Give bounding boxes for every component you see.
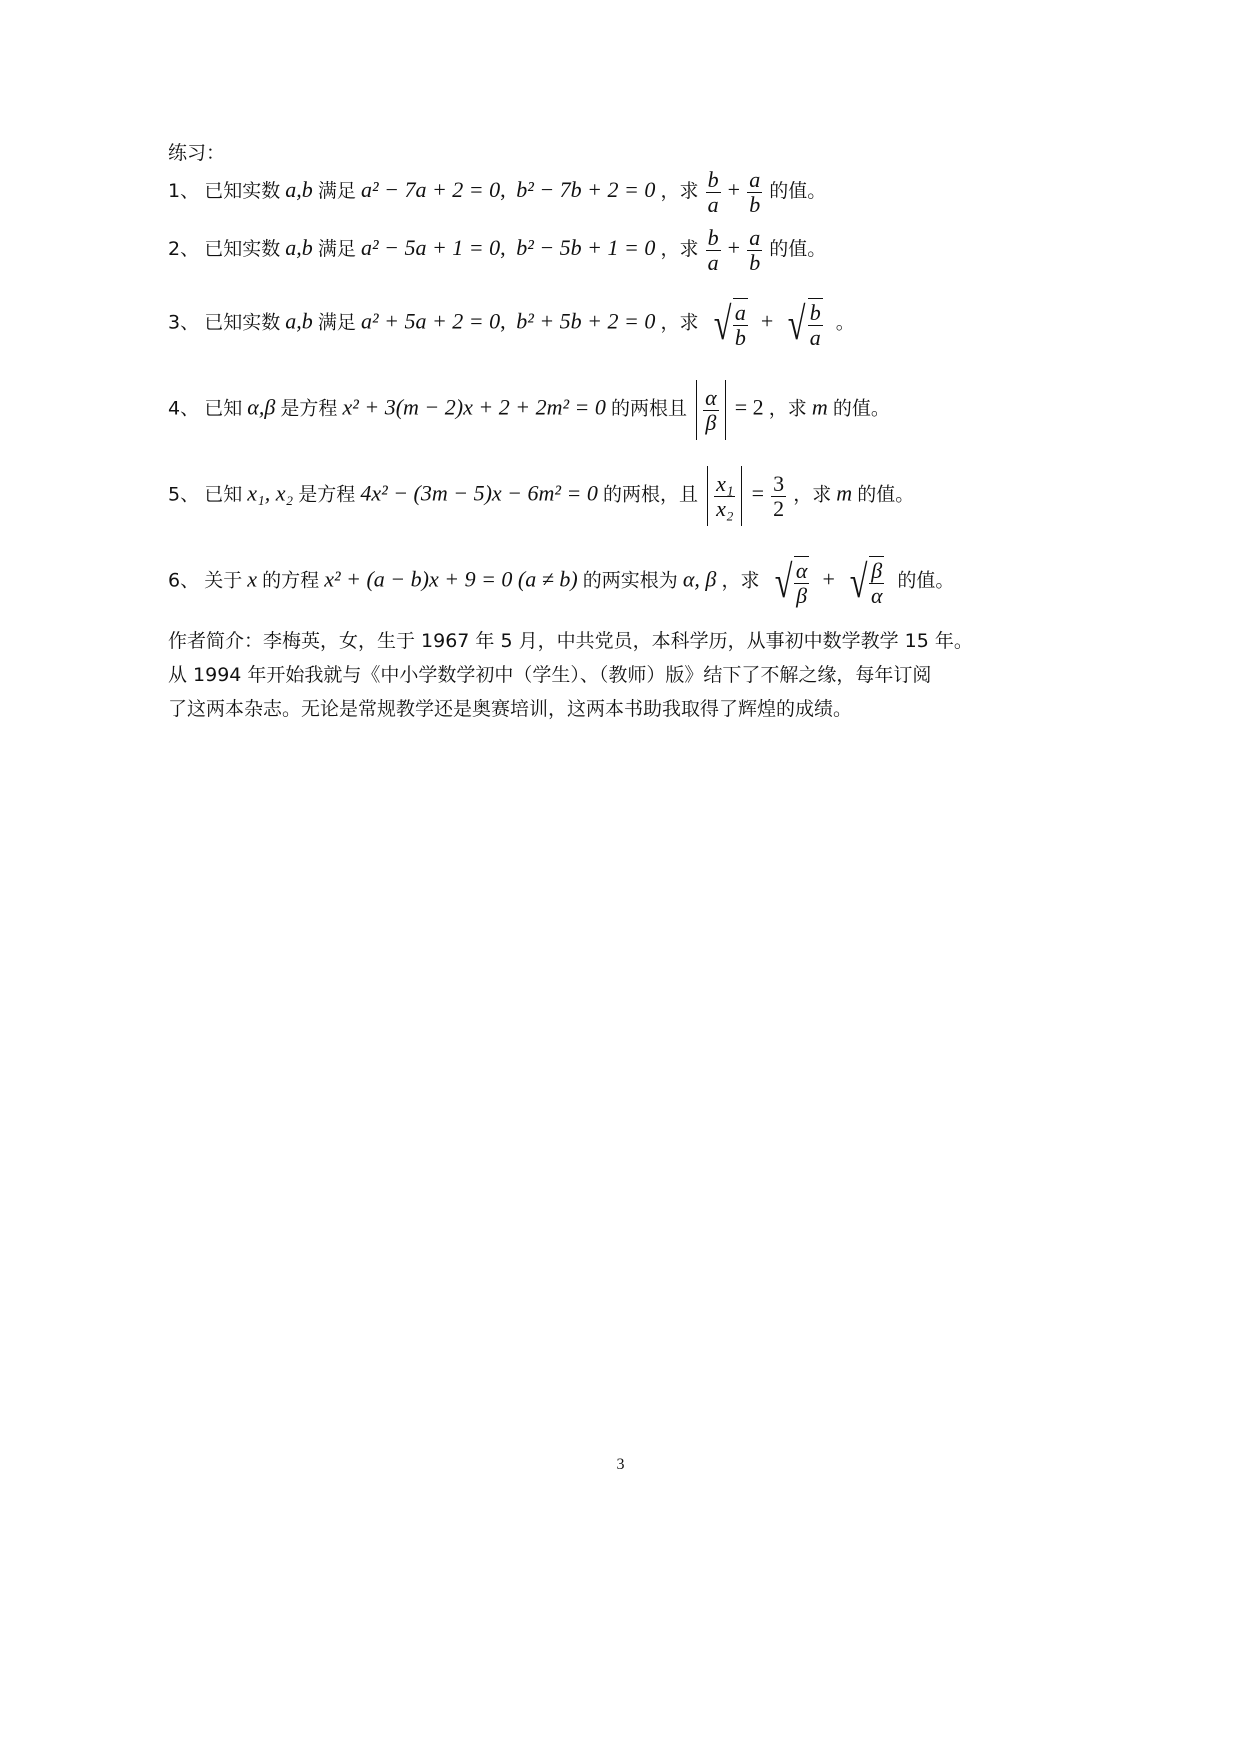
item-vars: x: [247, 566, 258, 592]
equation: x² + (a − b)x + 9 = 0 (a ≠ b): [324, 566, 578, 592]
bio-line: 作者简介：李梅英，女，生于 1967 年 5 月，中共党员，本科学历，从事初中数学教学 15 年。: [168, 630, 973, 652]
absolute-value-fraction: $\frac{\alpha}{\beta}$: [696, 380, 726, 440]
item-vars: a,b: [285, 308, 313, 334]
item-text: 的值。: [769, 180, 827, 202]
sqrt-b-over-a: √ $\frac{b}{a}$: [788, 298, 821, 350]
item-number: 6、: [168, 569, 200, 592]
item-text: 关于: [204, 569, 243, 592]
item-text: 的值。: [857, 483, 915, 506]
item-text: 的值。: [832, 397, 890, 420]
equation-b: b² − 5b + 1 = 0: [516, 235, 656, 260]
item-text: ，求: [660, 311, 699, 334]
fraction-b-over-a: $\frac{b}{a}$: [707, 167, 719, 217]
item-text: ，求: [768, 397, 807, 420]
item-vars: α,β: [247, 394, 276, 420]
item-text: ，求: [660, 180, 699, 202]
exercise-item-4: [168, 380, 890, 440]
exercise-heading: 练习：: [168, 142, 226, 164]
item-number: 1、: [168, 180, 200, 202]
sqrt-a-over-b: √ $\frac{a}{b}$: [713, 298, 746, 350]
item-number: 5、: [168, 483, 200, 506]
fraction-b-over-a: $\frac{b}{a}$: [707, 225, 719, 275]
exercise-item-6: 6、 关于 x 的方程 x² + (a − b)x + 9 = 0 (a ≠ b) 的两实根为 α, β ，求 √ $\frac{\alpha}{\beta}$ + √ $\frac{\beta}{\alpha}$ 的值。: [168, 556, 955, 608]
equation: 4x² − (3m − 5)x − 6m² = 0: [360, 480, 598, 506]
equation-a: a² + 5a + 2 = 0: [361, 308, 501, 334]
item-text: 已知: [204, 483, 243, 506]
bio-line: 了这两本杂志。无论是常规教学还是奥赛培训，这两本书助我取得了辉煌的成绩。: [168, 698, 853, 720]
fraction-rhs: $\frac{3}{2}$: [773, 470, 785, 521]
equation-b: b² + 5b + 2 = 0: [516, 308, 656, 334]
sqrt-beta-over-alpha: √ $\frac{\beta}{\alpha}$: [849, 556, 883, 608]
absolute-value-fraction: $\frac{\text{x₁}}{\text{x₂}}$: [707, 466, 742, 526]
item-text: 满足: [317, 238, 356, 260]
item-text: 已知: [204, 397, 243, 420]
item-text: 是方程: [280, 397, 338, 420]
equation-b: b² − 7b + 2 = 0: [516, 177, 656, 202]
roots: α, β: [682, 566, 717, 592]
item-text: 的两实根为: [582, 569, 678, 592]
exercise-item-3: 3、 已知实数 a,b 满足 a² + 5a + 2 = 0, b² + 5b + 2 = 0 ，求 √ $\frac{a}{b}$ + √ $\frac{b}{a}$ 。: [168, 298, 855, 350]
exercise-item-1: 1、 已知实数 a,b 满足 a² − 7a + 2 = 0, b² − 7b + 2 = 0 ，求 $\frac{b}{a}$ + $\frac{a}{b}$ 的值。: [168, 167, 827, 217]
item-text: 的两根，且: [602, 483, 698, 506]
item-vars: x₁, x₂: [247, 480, 294, 506]
item-vars: a,b: [285, 177, 313, 202]
equation: x² + 3(m − 2)x + 2 + 2m² = 0: [342, 394, 606, 420]
item-text: 已知实数: [204, 311, 281, 334]
item-text: 已知实数: [204, 180, 281, 202]
fraction-a-over-b: $\frac{a}{b}$: [749, 225, 761, 275]
rhs: = 2: [734, 394, 764, 420]
unknown-var: m: [836, 480, 853, 506]
item-text: ，求: [793, 483, 832, 506]
fraction-a-over-b: $\frac{a}{b}$: [749, 167, 761, 217]
exercise-item-5: 5、 已知 x₁, x₂ 是方程 4x² − (3m − 5)x − 6m² = 0 的两根，且 $\frac{\text{x₁}}{\text{x₂}}$ = $\frac{3}{2}$ ，求 m 的值。: [168, 466, 914, 526]
unknown-var: m: [811, 394, 828, 420]
item-text: 已知实数: [204, 238, 281, 260]
item-text: 的两根且: [611, 397, 688, 420]
equation-a: a² − 7a + 2 = 0: [361, 177, 501, 202]
item-vars: a,b: [285, 235, 313, 260]
exercise-item-2: 2、 已知实数 a,b 满足 a² − 5a + 1 = 0, b² − 5b + 1 = 0 ，求 $\frac{b}{a}$ + $\frac{a}{b}$ 的值。: [168, 225, 827, 275]
item-number: 4、: [168, 397, 200, 420]
item-text: 满足: [317, 311, 356, 334]
sqrt-alpha-over-beta: √ $\frac{\alpha}{\beta}$: [774, 556, 808, 608]
item-text: 的方程: [262, 569, 320, 592]
author-bio: [168, 624, 1068, 726]
item-text: 满足: [317, 180, 356, 202]
item-text: 的值。: [769, 238, 827, 260]
item-text: ，求: [660, 238, 699, 260]
item-text: 的值。: [897, 569, 955, 592]
equation-a: a² − 5a + 1 = 0: [361, 235, 501, 260]
item-number: 3、: [168, 311, 200, 334]
bio-line: 从 1994 年开始我就与《中小学数学初中（学生）、（教师）版》结下了不解之缘，每年订阅: [168, 664, 932, 686]
item-text: 。: [835, 311, 855, 334]
item-number: 2、: [168, 238, 200, 260]
item-text: ，求: [721, 569, 760, 592]
item-text: 是方程: [298, 483, 356, 506]
page-number: 3: [616, 1456, 625, 1473]
